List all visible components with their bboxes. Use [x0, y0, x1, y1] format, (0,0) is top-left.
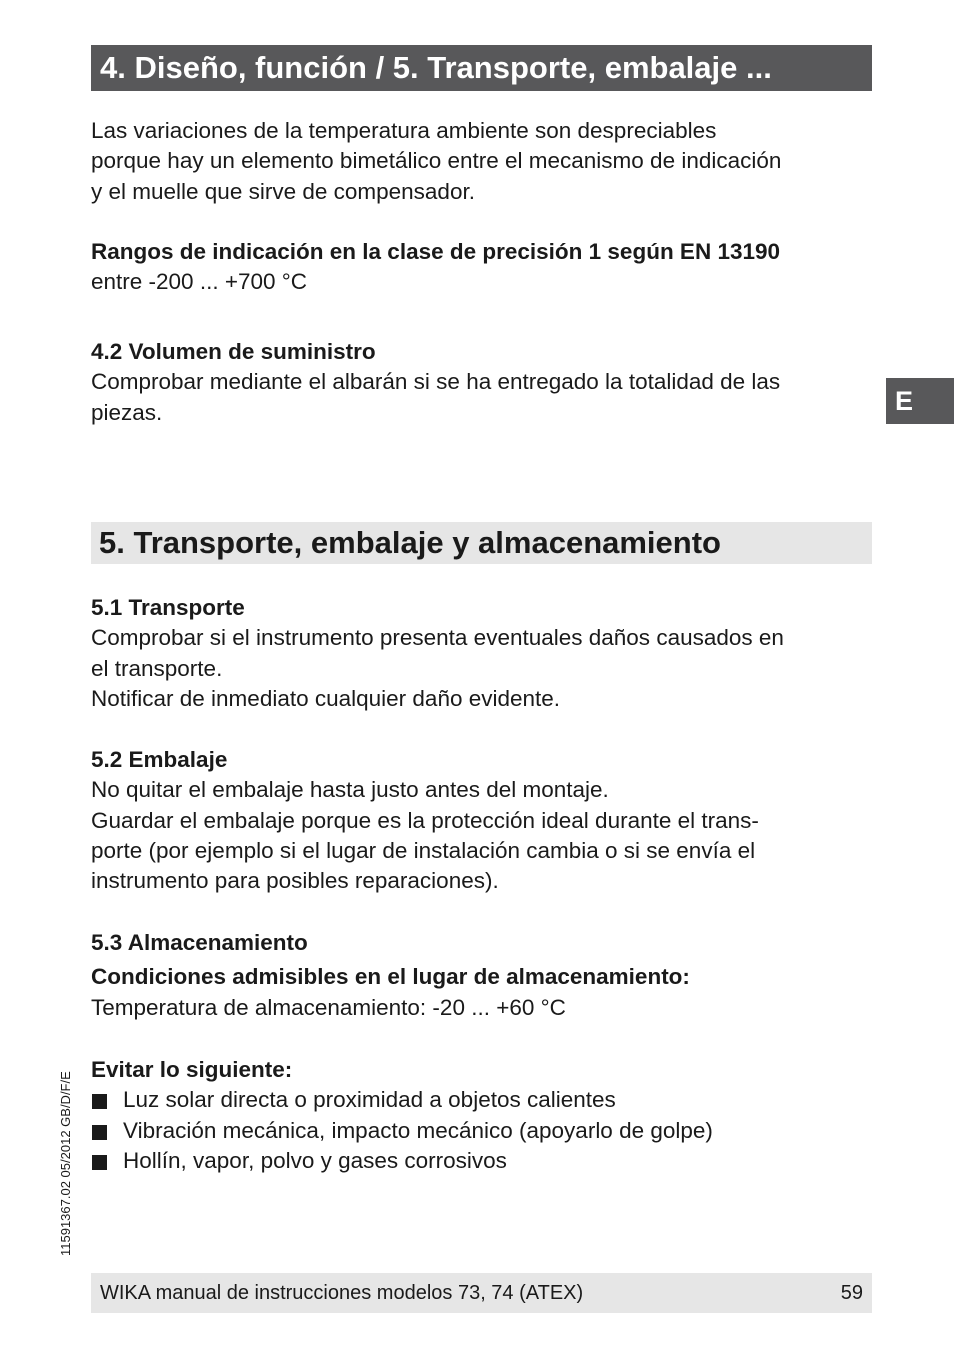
section-4-2-heading: 4.2 Volumen de suministro [91, 339, 376, 364]
footer-title: WIKA manual de instrucciones modelos 73, 74 (ATEX) [100, 1281, 584, 1304]
section-4-2-line: piezas. [91, 399, 163, 425]
section-5-1-line: el transporte. [91, 655, 223, 681]
ranges-block [91, 237, 876, 298]
ranges-value: entre -200 ... +700 °C [91, 269, 308, 295]
avoid-list [91, 1085, 876, 1176]
section-4-2 [91, 337, 876, 428]
section-5-1 [91, 593, 876, 714]
list-item [91, 1146, 876, 1176]
bullet-square-icon [92, 1125, 107, 1140]
section-5-2-line: No quitar el embalaje hasta justo antes del montaje. [91, 777, 609, 803]
section-5-1-line: Notificar de inmediato cualquier daño evidente. [91, 685, 561, 711]
list-item [91, 1116, 876, 1146]
section-5-2 [91, 745, 876, 896]
bullet-square-icon [92, 1094, 107, 1109]
section-5-1-heading: 5.1 Transporte [91, 595, 245, 620]
list-item-text: Vibración mecánica, impacto mecánico (apoyarlo de golpe) [123, 1117, 713, 1143]
intro-line: Las variaciones de la temperatura ambiente son despreciables [91, 118, 717, 143]
storage-temperature: Temperatura de almacenamiento: -20 ... +60 °C [91, 994, 566, 1020]
section-4-2-line: Comprobar mediante el albarán si se ha entregado la totalidad de las [91, 369, 781, 395]
intro-line: porque hay un elemento bimetálico entre el mecanismo de indicación [91, 148, 782, 174]
section-5-2-line: Guardar el embalaje porque es la protección ideal durante el trans- [91, 807, 759, 833]
section-5-3 [91, 928, 876, 1023]
list-item-text: Hollín, vapor, polvo y gases corrosivos [123, 1147, 507, 1173]
language-tab: E [886, 378, 954, 424]
document-code: 11591367.02 05/2012 GB/D/F/E [58, 1071, 73, 1256]
storage-conditions-heading: Condiciones admisibles en el lugar de almacenamiento: [91, 964, 690, 990]
page-number: 59 [840, 1281, 863, 1304]
ranges-heading: Rangos de indicación en la clase de precisión 1 según EN 13190 [91, 239, 781, 264]
section-5-1-line: Comprobar si el instrumento presenta eventuales daños causados en [91, 625, 784, 651]
intro-line: y el muelle que sirve de compensador. [91, 178, 475, 204]
avoid-block [91, 1055, 876, 1176]
section-5-2-line: porte (por ejemplo si el lugar de instalación cambia o si se envía el [91, 837, 756, 863]
list-item-text: Luz solar directa o proximidad a objetos calientes [123, 1087, 616, 1113]
section-5-3-heading: 5.3 Almacenamiento [91, 930, 308, 955]
section-5-2-line: instrumento para posibles reparaciones). [91, 868, 499, 894]
section-5-header: 5. Transporte, embalaje y almacenamiento [91, 522, 872, 564]
avoid-heading: Evitar lo siguiente: [91, 1057, 293, 1082]
bullet-square-icon [92, 1155, 107, 1170]
section-5-2-heading: 5.2 Embalaje [91, 747, 228, 772]
intro-paragraph [91, 116, 876, 207]
footer-bar [91, 1273, 872, 1313]
list-item [91, 1085, 876, 1115]
section-4-header: 4. Diseño, función / 5. Transporte, embalaje ... [91, 45, 872, 91]
